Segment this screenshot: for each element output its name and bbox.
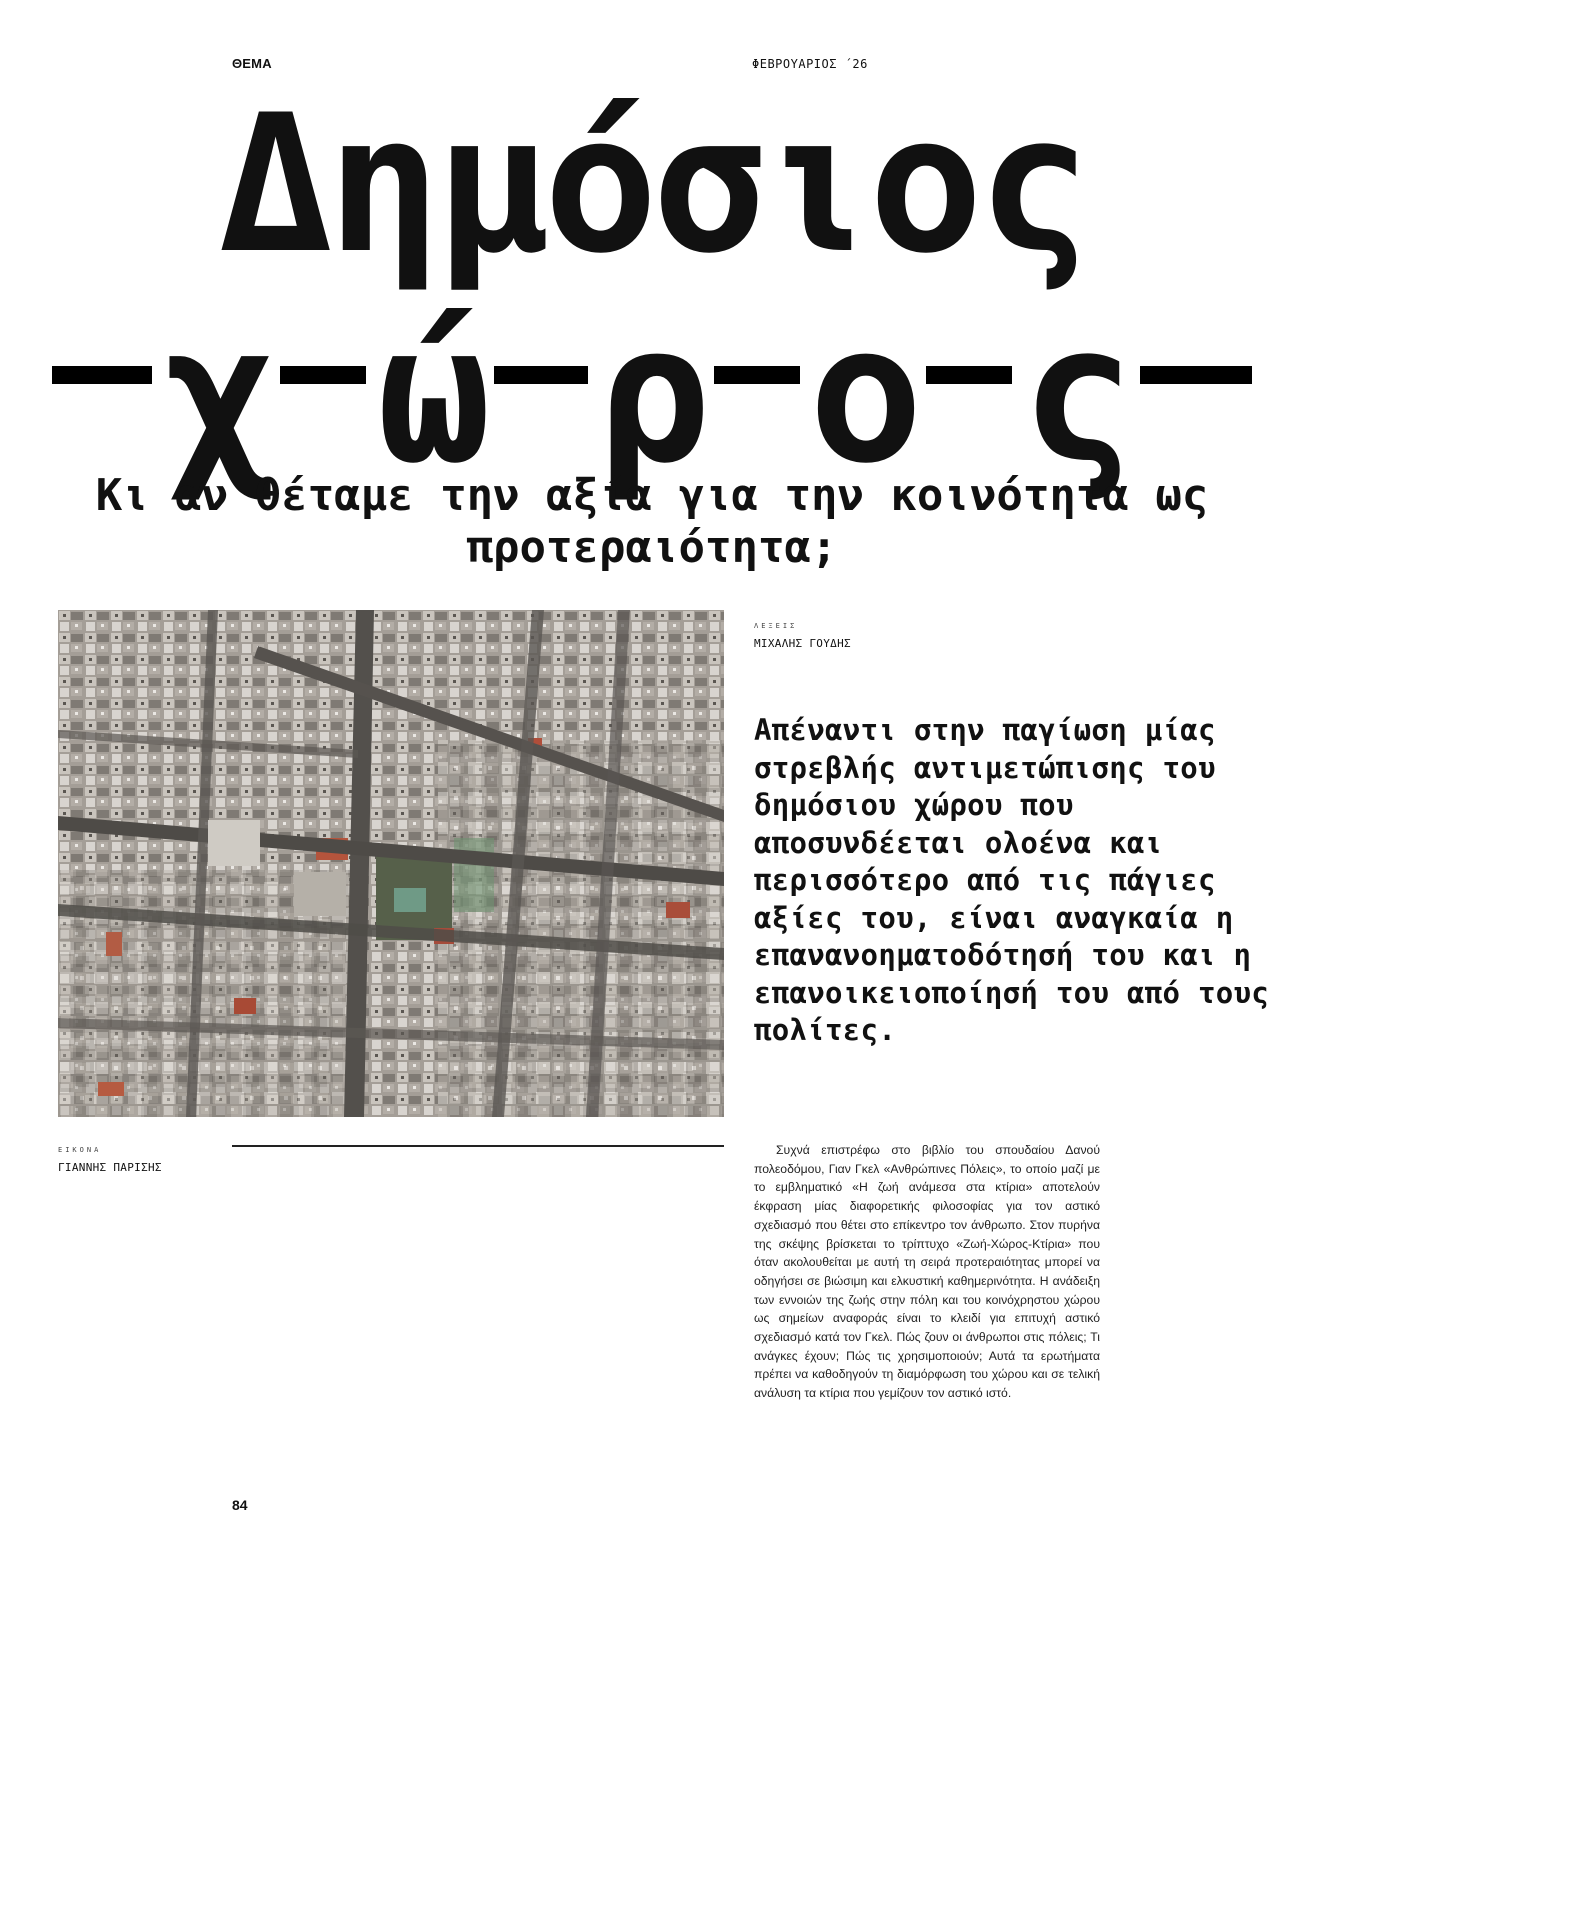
author-name: ΜΙΧΑΛΗΣ ΓΟΥΔΗΣ	[754, 637, 851, 650]
headline-line-2	[52, 284, 1252, 505]
headline-line-1: Δημόσιος	[218, 74, 1086, 295]
headline-dash	[280, 366, 366, 384]
aerial-city-photo	[58, 610, 724, 1117]
subtitle: Κι αν θέταμε την αξία για την κοινότητα ως προτεραιότητα;	[95, 470, 1209, 573]
photo-credit-name: ΓΙΑΝΝΗΣ ΠΑΡΙΣΗΣ	[58, 1161, 162, 1174]
headline-dash	[52, 366, 152, 384]
body-paragraph: Συχνά επιστρέφω στο βιβλίο του σπουδαίου Δανού πολεοδόμου, Γιαν Γκελ «Ανθρώπινες Πόλεις», το οποίο μαζί με το εμβληματικό «Η ζωή ανάμεσα στα κτίρια» αποτελούν έκφραση μίας διαφορετικής φιλοσοφίας για τον αστικό σχεδιασμό που θέτει στο επίκεντρο τον άνθρωπο. Στον πυρήνα της σκέψης βρίσκεται το τρίπτυχο «Ζωή-Χώρος-Κτίρια» που όταν ακολουθείται με αυτή τη σειρά προτεραιότητας μπορεί να οδηγήσει σε βιώσιμη και ελκυστική καθημερινότητα. Η ανάδειξη των εννοιών της ζωής στην πόλη και του κοινόχρηστου χώρου ως σημείων αναφοράς είναι το κλειδί για επιτυχή αστικό σχεδιασμό κατά τον Γκελ. Πώς ζουν οι άνθρωποι στις πόλεις; Τι ανάγκες έχουν; Πώς τις χρησιμοποιούν; Αυτά τα ερωτήματα πρέπει να καθοδηγούν τη διαμόρφωση του χώρου και σε τελική ανάλυση τα κτίρια που γεμίζουν τον αστικό ιστό.	[754, 1143, 1100, 1401]
divider-rule	[232, 1145, 724, 1147]
headline-letter: ς	[1020, 284, 1136, 505]
headline-dash	[494, 366, 588, 384]
author-label: ΛΕΞΕΙΣ	[754, 622, 798, 630]
headline-letter: ο	[808, 284, 924, 505]
page-number: 84	[232, 1497, 248, 1513]
headline-dash	[714, 366, 800, 384]
headline-letter: χ	[162, 284, 278, 505]
section-label: ΘΕΜΑ	[232, 56, 272, 71]
headline-letter: ρ	[596, 284, 712, 505]
photo-credit-label: ΕΙΚΟΝΑ	[58, 1146, 102, 1154]
aerial-city-image	[58, 610, 724, 1117]
headline-dash	[926, 366, 1012, 384]
headline-dash	[1140, 366, 1252, 384]
issue-date: ΦΕΒΡΟΥΑΡΙΟΣ ΄26	[752, 57, 868, 71]
lede-paragraph: Απέναντι στην παγίωση μίας στρεβλής αντιμετώπισης του δημόσιου χώρου που αποσυνδέεται ολοένα και περισσότερο από τις πάγιες αξίες του, είναι αναγκαία η επανανοηματοδότησή του και η επανοικειοποίησή του από τους πολίτες.	[754, 713, 1270, 1047]
headline-letter: ώ	[376, 284, 492, 505]
